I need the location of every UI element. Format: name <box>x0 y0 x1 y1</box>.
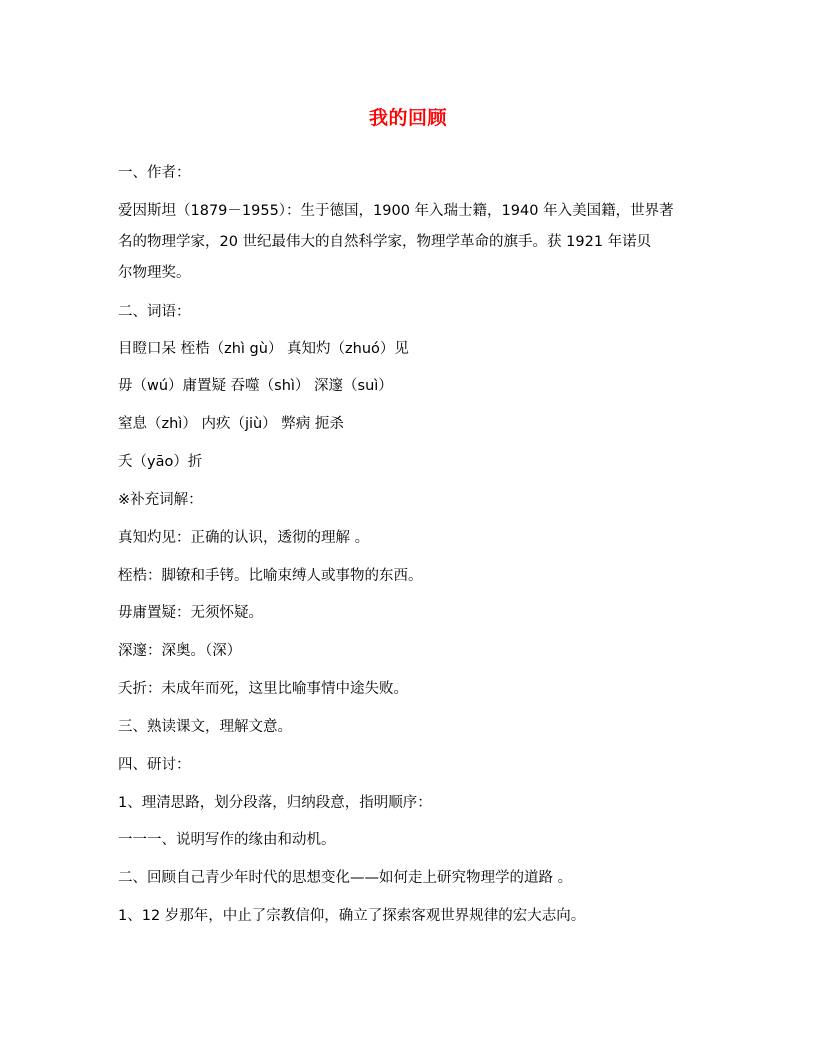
paragraph-line: 一一一、说明写作的缘由和动机。 <box>118 832 336 848</box>
paragraph-line: 名的物理学家，20 世纪最伟大的自然科学家，物理学革命的旗手。获 1921 年诺贝 <box>118 234 652 250</box>
section-heading-discussion: 四、研讨： <box>118 757 191 773</box>
definition-line: 夭折：未成年而死，这里比喻事情中途失败。 <box>118 681 408 697</box>
vocabulary-line: 窒息（zhì） 内疚（jiù） 弊病 扼杀 <box>118 416 344 432</box>
paragraph-line: 尔物理奖。 <box>118 265 191 281</box>
vocabulary-line: 目瞪口呆 桎梏（zhì gù） 真知灼（zhuó）见 <box>118 341 409 357</box>
section-heading-author: 一、作者： <box>118 165 191 181</box>
definition-line: 深邃：深奥。（深） <box>118 643 242 659</box>
vocabulary-line: 夭（yāo）折 <box>118 454 203 470</box>
paragraph-line: 1、理清思路，划分段落，归纳段意，指明顺序： <box>118 795 432 811</box>
supplement-heading: ※补充词解： <box>118 492 203 508</box>
section-heading-vocabulary: 二、词语： <box>118 304 191 320</box>
definition-line: 真知灼见：正确的认识，透彻的理解 。 <box>118 530 370 546</box>
vocabulary-line: 毋（wú）庸置疑 吞噬（shì） 深邃（suì） <box>118 378 393 394</box>
section-heading-reading: 三、熟读课文，理解文意。 <box>118 719 292 735</box>
definition-line: 桎梏：脚镣和手铐。比喻束缚人或事物的东西。 <box>118 568 423 584</box>
paragraph-line: 爱因斯坦（1879－1955）：生于德国，1900 年入瑞士籍，1940 年入美国籍，世界著 <box>118 203 674 219</box>
document-title: 我的回顾 <box>368 107 447 129</box>
paragraph-line: 1、12 岁那年，中止了宗教信仰，确立了探索客观世界规律的宏大志向。 <box>118 908 586 924</box>
paragraph-line: 二、回顾自己青少年时代的思想变化——如何走上研究物理学的道路 。 <box>118 870 573 886</box>
definition-line: 毋庸置疑：无须怀疑。 <box>118 605 263 621</box>
